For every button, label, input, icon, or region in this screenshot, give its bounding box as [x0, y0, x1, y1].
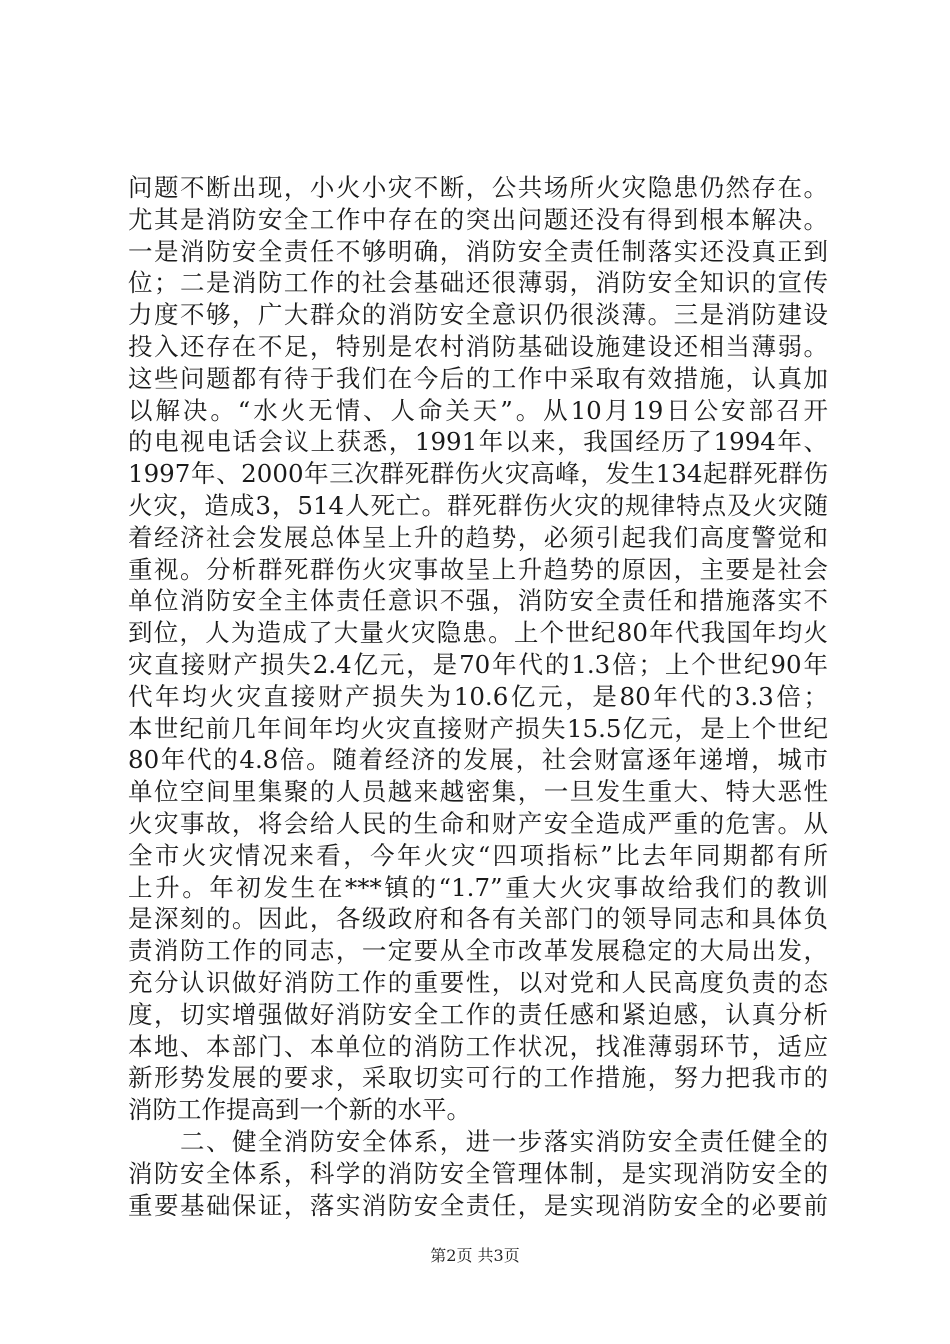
text-line: 1997年、2000年三次群死群伤火灾高峰，发生134起群死群伤	[128, 459, 828, 489]
text-line: 充分认识做好消防工作的重要性，以对党和人民高度负责的态	[128, 967, 828, 997]
text-line: 到位，人为造成了大量火灾隐患。上个世纪80年代我国年均火	[128, 618, 828, 648]
page-footer: 第2页 共3页	[430, 1246, 520, 1265]
text-line: 一是消防安全责任不够明确，消防安全责任制落实还没真正到	[128, 236, 828, 266]
text-line: 问题不断出现，小火小灾不断，公共场所火灾隐患仍然存在。	[128, 173, 828, 202]
body-text	[128, 172, 828, 1221]
text-line: 尤其是消防安全工作中存在的突出问题还没有得到根本解决。	[128, 204, 828, 234]
text-line: 责消防工作的同志，一定要从全市改革发展稳定的大局出发，	[128, 936, 828, 966]
text-line: 的电视电话会议上获悉，1991年以来，我国经历了1994年、	[128, 427, 828, 457]
text-line: 力度不够，广大群众的消防安全意识仍很淡薄。三是消防建设	[128, 300, 828, 330]
text-line: 上升。年初发生在***镇的“1.7”重大火灾事故给我们的教训	[128, 872, 828, 902]
text-line: 度，切实增强做好消防安全工作的责任感和紧迫感，认真分析	[128, 999, 828, 1029]
text-line: 这些问题都有待于我们在今后的工作中采取有效措施，认真加	[128, 363, 828, 393]
text-line: 代年均火灾直接财产损失为10.6亿元，是80年代的3.3倍；	[128, 681, 828, 711]
text-line: 本地、本部门、本单位的消防工作状况，找准薄弱环节，适应	[128, 1031, 828, 1061]
section-heading-line: 二、健全消防安全体系，进一步落实消防安全责任健全的	[180, 1126, 828, 1156]
text-line: 80年代的4.8倍。随着经济的发展，社会财富逐年递增，城市	[128, 745, 828, 775]
text-line: 本世纪前几年间年均火灾直接财产损失15.5亿元，是上个世纪	[128, 713, 828, 743]
text-line: 以解决。“水火无情、人命关天”。从10月19日公安部召开	[128, 395, 828, 425]
text-line: 火灾事故，将会给人民的生命和财产安全造成严重的危害。从	[128, 808, 828, 838]
text-line: 新形势发展的要求，采取切实可行的工作措施，努力把我市的	[128, 1063, 828, 1093]
text-line: 重视。分析群死群伤火灾事故呈上升趋势的原因，主要是社会	[128, 554, 828, 584]
text-line: 灾直接财产损失2.4亿元，是70年代的1.3倍；上个世纪90年	[128, 649, 828, 679]
text-line: 重要基础保证，落实消防安全责任，是实现消防安全的必要前	[128, 1190, 828, 1220]
text-line: 单位空间里集聚的人员越来越密集，一旦发生重大、特大恶性	[128, 777, 828, 807]
text-line: 投入还存在不足，特别是农村消防基础设施建设还相当薄弱。	[128, 331, 828, 361]
paragraph-end-line: 消防工作提高到一个新的水平。	[128, 1095, 471, 1125]
text-line: 是深刻的。因此，各级政府和各有关部门的领导同志和具体负	[128, 904, 828, 934]
text-line: 位；二是消防工作的社会基础还很薄弱，消防安全知识的宣传	[128, 268, 828, 298]
text-line: 消防安全体系，科学的消防安全管理体制，是实现消防安全的	[128, 1158, 828, 1188]
text-line: 全市火灾情况来看，今年火灾“四项指标”比去年同期都有所	[128, 840, 828, 870]
text-line: 火灾，造成3，514人死亡。群死群伤火灾的规律特点及火灾随	[128, 490, 828, 520]
text-line: 着经济社会发展总体呈上升的趋势，必须引起我们高度警觉和	[128, 522, 828, 552]
text-line: 单位消防安全主体责任意识不强，消防安全责任和措施落实不	[128, 586, 828, 616]
